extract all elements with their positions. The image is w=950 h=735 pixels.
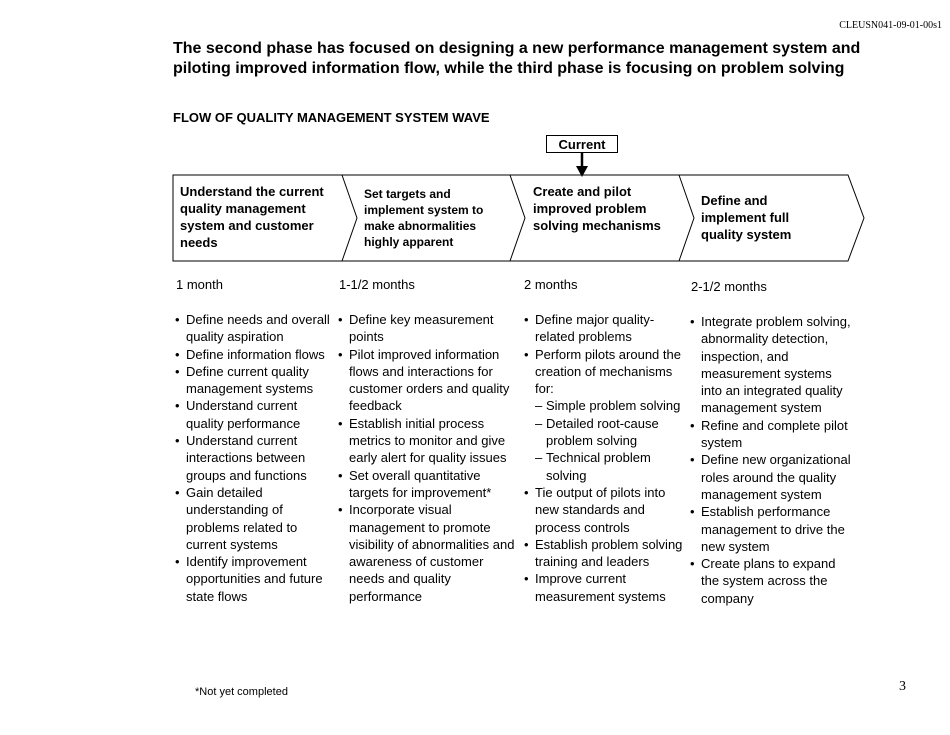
list-item: • Refine and complete pilot system — [690, 417, 852, 452]
list-item-text: Perform pilots around the creation of mechanisms for: — [535, 346, 681, 397]
footnote: *Not yet completed — [195, 686, 288, 698]
page-title: The second phase has focused on designing a new performance management system and piloting improved information flow, while the third phase is focusing on problem solving — [173, 40, 861, 77]
phase-divider-3 — [679, 175, 694, 261]
phase-divider-1 — [342, 175, 357, 261]
list-item: • Establish performance management to drive the new system — [690, 503, 852, 555]
list-item: • Define needs and overall quality aspiration — [175, 311, 331, 346]
list-item: • Define major quality-related problems — [524, 311, 686, 346]
phase-2-duration: 1-1/2 months — [339, 277, 415, 292]
phase-3-label: Create and pilot improved problem solving mechanisms — [533, 184, 661, 233]
list-item: • Establish initial process metrics to monitor and give early alert for quality issues — [338, 415, 518, 467]
phase-4-activity-list — [690, 313, 852, 607]
list-item: • Establish problem solving training and leaders — [524, 536, 686, 571]
phase-4-duration: 2-1/2 months — [691, 279, 767, 294]
list-item: • Understand current quality performance — [175, 397, 331, 432]
page-number: 3 — [899, 679, 906, 694]
list-item: • Tie output of pilots into new standards and process controls — [524, 484, 686, 536]
phase-1-duration: 1 month — [176, 277, 223, 292]
list-item: • Define new organizational roles around the quality management system — [690, 451, 852, 503]
phase-1-label: Understand the current quality management system and customer needs — [180, 184, 324, 250]
phase-3-duration: 2 months — [524, 277, 578, 292]
list-item — [524, 346, 686, 484]
list-item: • Incorporate visual management to promote visibility of abnormalities and awareness of customer needs and quality performance — [338, 501, 518, 605]
phase-3-activity-list — [524, 311, 686, 605]
list-item: • Define information flows — [175, 346, 331, 363]
sub-list — [535, 397, 686, 483]
section-heading: FLOW OF QUALITY MANAGEMENT SYSTEM WAVE — [173, 110, 490, 125]
sub-list-item: – Detailed root-cause problem solving — [535, 415, 686, 450]
phase-2-activity-list — [338, 311, 518, 605]
list-item: • Define key measurement points — [338, 311, 518, 346]
document-code: CLEUSN041-09-01-00s1 — [839, 20, 942, 31]
phase-1-activity-list — [175, 311, 331, 605]
list-item: • Integrate problem solving, abnormality detection, inspection, and measurement systems into an integrated quality management system — [690, 313, 852, 417]
list-item: • Create plans to expand the system across the company — [690, 555, 852, 607]
sub-list-item: – Technical problem solving — [535, 449, 686, 484]
phase-divider-2 — [510, 175, 525, 261]
phase-4-label: Define and implement full quality system — [701, 193, 792, 242]
list-item: • Pilot improved information flows and interactions for customer orders and quality feedback — [338, 346, 518, 415]
list-item: • Gain detailed understanding of problems related to current systems — [175, 484, 331, 553]
current-marker: Current — [546, 135, 618, 153]
list-item: • Define current quality management systems — [175, 363, 331, 398]
down-arrow-icon — [575, 153, 589, 177]
phase-2-label: Set targets and implement system to make abnormalities highly apparent — [364, 187, 484, 249]
sub-list-item: – Simple problem solving — [535, 397, 686, 414]
list-item: • Understand current interactions between groups and functions — [175, 432, 331, 484]
list-item: • Set overall quantitative targets for improvement* — [338, 467, 518, 502]
list-item: • Improve current measurement systems — [524, 570, 686, 605]
list-item: • Identify improvement opportunities and future state flows — [175, 553, 331, 605]
